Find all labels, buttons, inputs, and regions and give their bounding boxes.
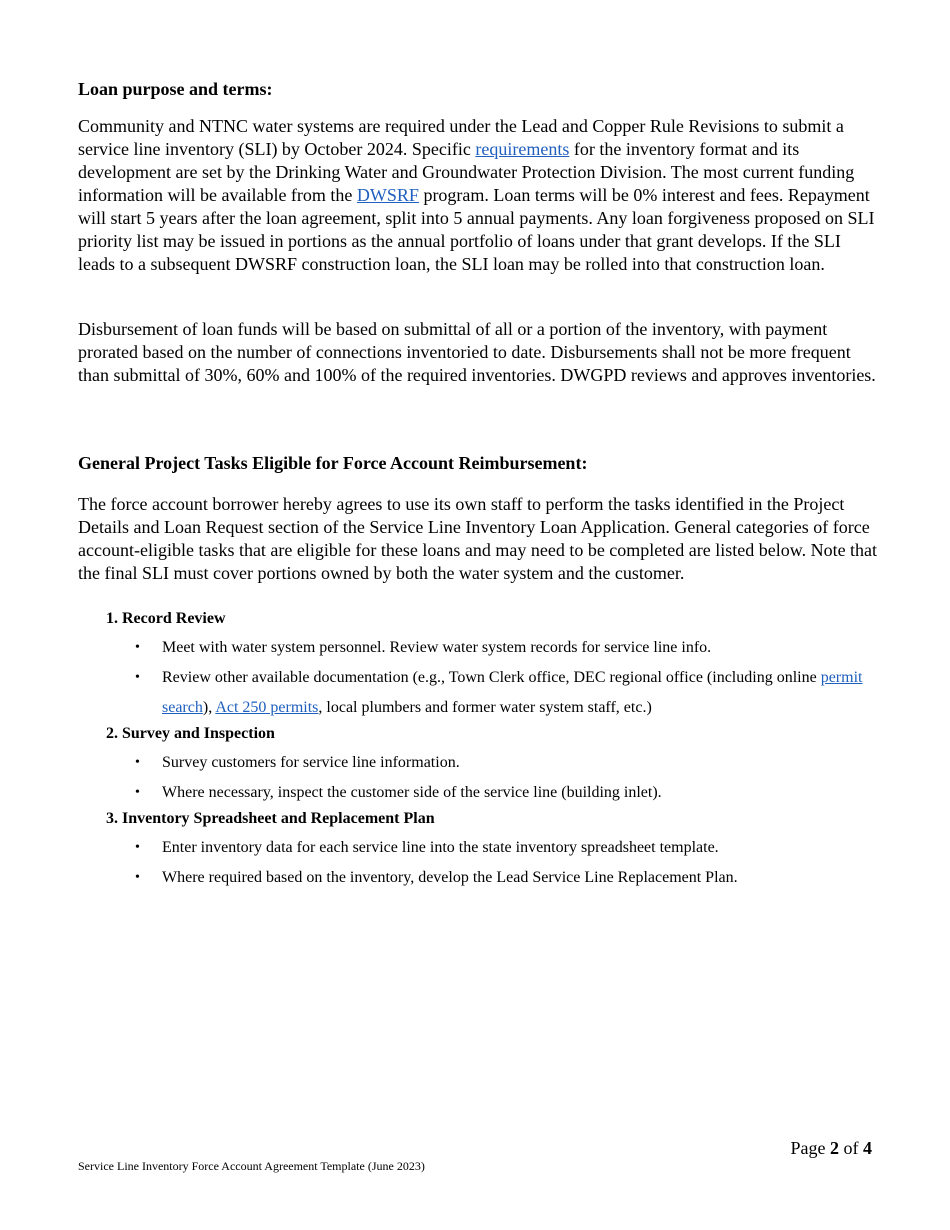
list-item — [106, 748, 876, 778]
loan-purpose-text-c: program. Loan terms will be 0% interest and fees. Repayment will start 5 years after the loan agreement, split into 5 annual payments. Any loan forgiveness proposed on SLI priority list may be issued in portions as the annual portfolio of loans under that grant develops. If the SLI leads to a subsequent DWSRF construction loan, the SLI loan may be rolled into that construction loan. — [78, 185, 875, 274]
act-250-permits-link[interactable]: Act 250 permits — [215, 699, 319, 716]
general-tasks-heading: General Project Tasks Eligible for Force Account Reimbursement: — [78, 453, 588, 473]
bullet-icon: • — [135, 755, 140, 770]
page-mid: of — [839, 1138, 863, 1158]
loan-purpose-paragraph — [78, 115, 878, 276]
task-title: 3. Inventory Spreadsheet and Replacement Plan — [106, 810, 435, 827]
requirements-link[interactable]: requirements — [475, 139, 570, 159]
list-item-text-c: , local plumbers and former water system staff, etc.) — [318, 699, 652, 716]
loan-purpose-text-b: for the inventory format and its development are set by the Drinking Water and Groundwater Protection Division. The most current funding information will be available from the — [78, 139, 855, 205]
list-item — [106, 833, 876, 863]
list-item-text: Meet with water system personnel. Review water system records for service line info. — [162, 639, 712, 656]
list-item — [106, 863, 876, 893]
loan-purpose-text-a: Community and NTNC water systems are required under the Lead and Copper Rule Revisions to submit a service line inventory (SLI) by October 2024. Specific — [78, 116, 844, 159]
task-record-review — [106, 608, 876, 723]
task-survey-inspection — [106, 723, 876, 808]
disbursement-paragraph: Disbursement of loan funds will be based on submittal of all or a portion of the inventory, with payment prorated based on the number of connections inventoried to date. Disbursements shall not be more frequent than submittal of 30%, 60% and 100% of the required inventories. DWGPD reviews and approves inventories. — [78, 319, 876, 385]
bullet-icon: • — [135, 670, 140, 685]
task-title: 1. Record Review — [106, 610, 226, 627]
bullet-icon: • — [135, 870, 140, 885]
bullet-icon: • — [135, 840, 140, 855]
list-item-text: Enter inventory data for each service line into the state inventory spreadsheet template. — [162, 839, 719, 856]
page-prefix: Page — [790, 1138, 830, 1158]
bullet-icon: • — [135, 640, 140, 655]
list-item — [106, 663, 876, 723]
list-item-text: Where required based on the inventory, develop the Lead Service Line Replacement Plan. — [162, 869, 738, 886]
task-list — [106, 608, 876, 893]
page-number — [791, 1138, 873, 1159]
list-item — [106, 633, 876, 663]
list-item-text: Where necessary, inspect the customer side of the service line (building inlet). — [162, 784, 662, 801]
page-total: 4 — [863, 1138, 872, 1158]
task-inventory-spreadsheet — [106, 808, 876, 893]
permit-search-link[interactable]: permit search — [162, 669, 863, 716]
loan-purpose-heading: Loan purpose and terms: — [78, 79, 273, 99]
list-item — [106, 778, 876, 808]
list-item-text-a: Review other available documentation (e.g., Town Clerk office, DEC regional office (including online — [162, 669, 821, 686]
force-account-paragraph: The force account borrower hereby agrees to use its own staff to perform the tasks identified in the Project Details and Loan Request section of the Service Line Inventory Loan Application. General categories of force account-eligible tasks that are eligible for these loans and may need to be completed are listed below. Note that the final SLI must cover portions owned by both the water system and the customer. — [78, 494, 878, 583]
bullet-icon: • — [135, 785, 140, 800]
footer-document-title: Service Line Inventory Force Account Agreement Template (June 2023) — [78, 1159, 425, 1173]
task-title: 2. Survey and Inspection — [106, 725, 275, 742]
dwsrf-link[interactable]: DWSRF — [356, 185, 419, 205]
list-item-text: Survey customers for service line information. — [162, 754, 460, 771]
page-current: 2 — [830, 1138, 839, 1158]
list-item-text-b: ), — [202, 699, 216, 716]
